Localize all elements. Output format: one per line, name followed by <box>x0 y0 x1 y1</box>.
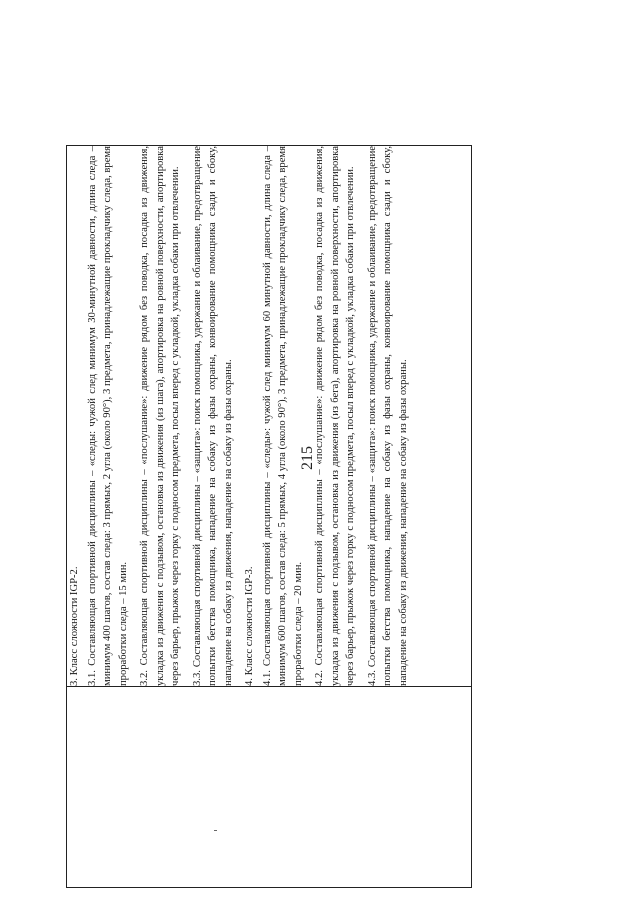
empty-left-cell <box>67 687 472 888</box>
section-heading-igp3: 4. Класс сложности IGP-3. <box>244 566 255 686</box>
list-item-4-1: 4.1. Составляющая спортивной дисциплины – «следы»: чужой след минимум 60 минутной давности, длина следа – минимум 600 шагов, состав следа: 5 прямых, 4 угла (около 90°), 3 предмета, принадлежащие прокладчику следа, время проработки следа – 20 мин. <box>261 146 304 686</box>
page-number: 215 <box>299 446 316 470</box>
content-cell <box>67 146 472 687</box>
list-item-3-2: 3.2. Составляющая спортивной дисциплины – «послушание»: движение рядом без поводка, посадка из движения, укладка из движения с подзывом, остановка из движения (из шага), апортировка на ровной поверхности, апортировка через барьер, прыжок через горку с подносом предмета, посыл вперед с укладкой, укладка собаки при отвлечении. <box>139 146 181 686</box>
list-item-3-3: 3.3. Составляющая спортивной дисциплины – «защита»: поиск помощника, удержание и облаивание, предотвращение попытки бегства помощника, нападение на собаку из фазы охраны, конвоирование помощника сзади и сбоку, нападение на собаку из движения, нападение на собаку из фазы охраны. <box>191 146 234 686</box>
list-item-3-1: 3.1. Составляющая спортивной дисциплины – «следы: чужой след минимум 30-минутной давности, длина следа – минимум 400 шагов, состав следа: 3 прямых, 2 угла (около 90°), 3 предмета, принадлежащие прокладчику следа, время проработки следа – 15 мин. <box>86 146 129 686</box>
table-row <box>67 146 472 888</box>
scan-mark <box>214 830 217 831</box>
list-item-4-3: 4.3. Составляющая спортивной дисциплины – «защита»: поиск помощника, удержание и облаивание, предотвращение попытки бегства помощника, нападение на собаку из фазы охраны, конвоирование помощника сзади и сбоку, нападение на собаку из движения, нападение на собаку из фазы охраны. <box>366 146 409 686</box>
section-heading-igp2: 3. Класс сложности IGP-2. <box>69 566 80 686</box>
list-item-4-2: 4.2. Составляющая спортивной дисциплины – «послушание»: движение рядом без поводка, посадка из движения, укладка из движения с подзывом, остановка из движения (из бега), апортировка на ровной поверхности, апортировка через барьер, прыжок через горку с подносом предмета, посыл вперед с укладкой, укладка собаки при отвлечении. <box>314 146 356 686</box>
requirements-table <box>66 145 472 888</box>
rotated-table-container <box>66 148 472 888</box>
